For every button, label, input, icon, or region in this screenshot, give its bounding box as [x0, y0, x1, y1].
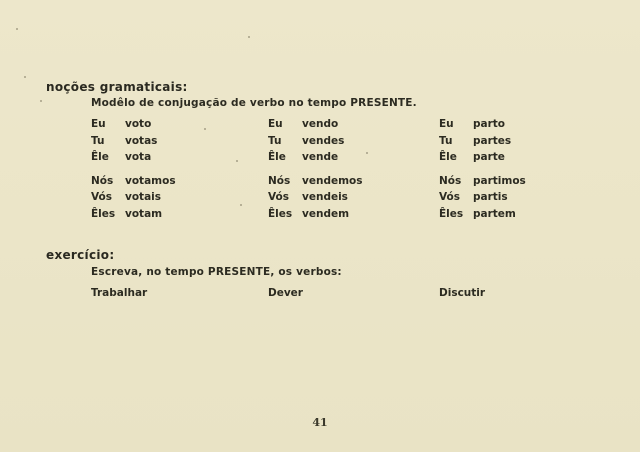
verb-form: votamos — [125, 174, 176, 187]
pronoun: Eu — [91, 118, 106, 130]
verb-form: partimos — [473, 174, 526, 187]
pronoun: Êles — [91, 207, 116, 220]
grammar-heading: noções gramaticais: — [46, 80, 188, 94]
pronoun: Vós — [268, 191, 290, 203]
row-gap — [268, 167, 392, 173]
pronoun: Êles — [439, 207, 464, 220]
conjugation-table-votar — [91, 117, 215, 222]
row-gap — [439, 167, 563, 173]
paper-speck — [240, 204, 242, 206]
exercise-verb-3: Discutir — [439, 287, 486, 299]
verb-form: votas — [125, 134, 158, 147]
verb-form: votais — [125, 191, 162, 203]
paper-speck — [16, 28, 18, 30]
paper-speck — [248, 36, 250, 38]
pronoun: Vós — [91, 191, 113, 203]
pronoun: Eu — [439, 118, 454, 130]
verb-form: voto — [125, 118, 152, 130]
conjugation-table-partir — [439, 117, 563, 222]
verb-form: vendo — [302, 118, 339, 130]
pronoun: Nós — [91, 174, 114, 187]
verb-form: vende — [302, 151, 339, 163]
pronoun: Êle — [91, 151, 109, 163]
verb-form: partem — [473, 207, 516, 220]
verb-form: vendes — [302, 134, 345, 147]
page-number: 41 — [312, 416, 328, 429]
paper-speck — [204, 128, 206, 130]
pronoun: Nós — [439, 174, 462, 187]
paper-speck — [236, 160, 238, 162]
exercise-heading: exercício: — [46, 248, 115, 262]
verb-form: vendemos — [302, 174, 363, 187]
exercise-instruction: Escreva, no tempo PRESENTE, os verbos: — [91, 266, 342, 278]
exercise-verb-1: Trabalhar — [91, 287, 148, 299]
paper-speck — [24, 76, 26, 78]
verb-form: vendem — [302, 207, 350, 220]
pronoun: Nós — [268, 174, 291, 187]
verb-form: partis — [473, 191, 508, 203]
exercise-verb-2: Dever — [268, 287, 303, 299]
paper-speck — [40, 100, 42, 102]
pronoun: Eu — [268, 118, 283, 130]
verb-form: partes — [473, 134, 512, 147]
verb-form: vendeis — [302, 191, 348, 203]
verb-form: votam — [125, 207, 163, 220]
pronoun: Vós — [439, 191, 461, 203]
verb-form: parto — [473, 118, 506, 130]
paper-speck — [366, 152, 368, 154]
pronoun: Tu — [91, 134, 105, 147]
pronoun: Tu — [268, 134, 282, 147]
verb-form: parte — [473, 151, 505, 163]
row-gap — [91, 167, 215, 173]
pronoun: Êles — [268, 207, 293, 220]
pronoun: Êle — [268, 151, 286, 163]
pronoun: Êle — [439, 151, 457, 163]
pronoun: Tu — [439, 134, 453, 147]
conjugation-subtitle: Modêlo de conjugação de verbo no tempo PRESENTE. — [91, 97, 417, 109]
verb-form: vota — [125, 151, 152, 163]
conjugation-table-vender — [268, 117, 392, 222]
